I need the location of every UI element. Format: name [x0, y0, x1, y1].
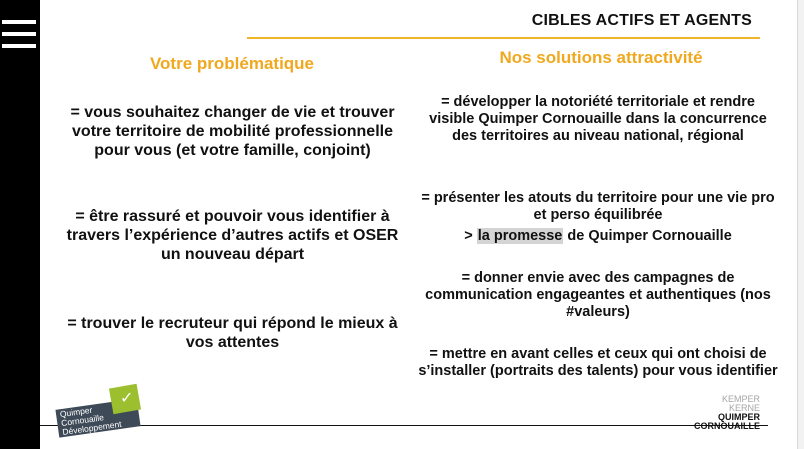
logo-cornouaille: CORNOUAILLE — [694, 421, 760, 431]
solution-paragraph-2 — [418, 190, 778, 245]
right-edge-scrollbar — [797, 0, 804, 449]
right-column-heading: Nos solutions attractivité — [499, 48, 703, 67]
solution-prefix: > — [464, 228, 477, 244]
check-icon: ✓ — [120, 390, 134, 407]
solution-paragraph-4: = mettre en avant celles et ceux qui ont choisi de s’installer (portraits des talents) pour vous identifier — [418, 346, 778, 379]
title-underline — [247, 37, 760, 39]
kemper-kerne-logo — [660, 395, 760, 431]
solution-paragraph-3: = donner envie avec des campagnes de communication engageantes et authentiques (nos #valeurs) — [425, 270, 771, 320]
logo-left-text: Quimper Cornouaille Développement — [59, 404, 123, 438]
solution-paragraph-1: = développer la notoriété territoriale et rendre visible Quimper Cornouaille dans la concurrence des territoires au niveau national, régional — [429, 94, 767, 144]
solution-suffix: de Quimper Cornouaille — [563, 228, 732, 244]
left-column-heading: Votre problématique — [149, 54, 315, 73]
left-sidebar — [0, 0, 40, 449]
menu-icon[interactable] — [2, 20, 36, 56]
problem-paragraph-2: = être rassuré et pouvoir vous identifier à travers l’expérience d’autres actifs et OSER un nouveau départ — [66, 208, 399, 263]
footer-rule — [40, 425, 768, 426]
problem-paragraph-1: = vous souhaitez changer de vie et trouver votre territoire de mobilité professionnelle pour vous (et votre famille, conjoint) — [70, 104, 395, 159]
solution-paragraph-2-line1: = présenter les atouts du territoire pour une vie pro et perso équilibrée — [421, 190, 775, 223]
slide-title: CIBLES ACTIFS ET AGENTS — [531, 12, 752, 29]
logo-quimper: QUIMPER — [717, 412, 760, 422]
promise-highlight: la promesse — [477, 228, 563, 244]
quimper-cornouaille-developpement-logo — [57, 384, 147, 440]
solution-paragraph-2-line2 — [418, 228, 778, 245]
logo-kemper: KEMPER — [721, 394, 760, 404]
logo-kerne: KERNE — [728, 403, 760, 413]
problem-paragraph-3: = trouver le recruteur qui répond le mieux à vos attentes — [67, 315, 398, 351]
